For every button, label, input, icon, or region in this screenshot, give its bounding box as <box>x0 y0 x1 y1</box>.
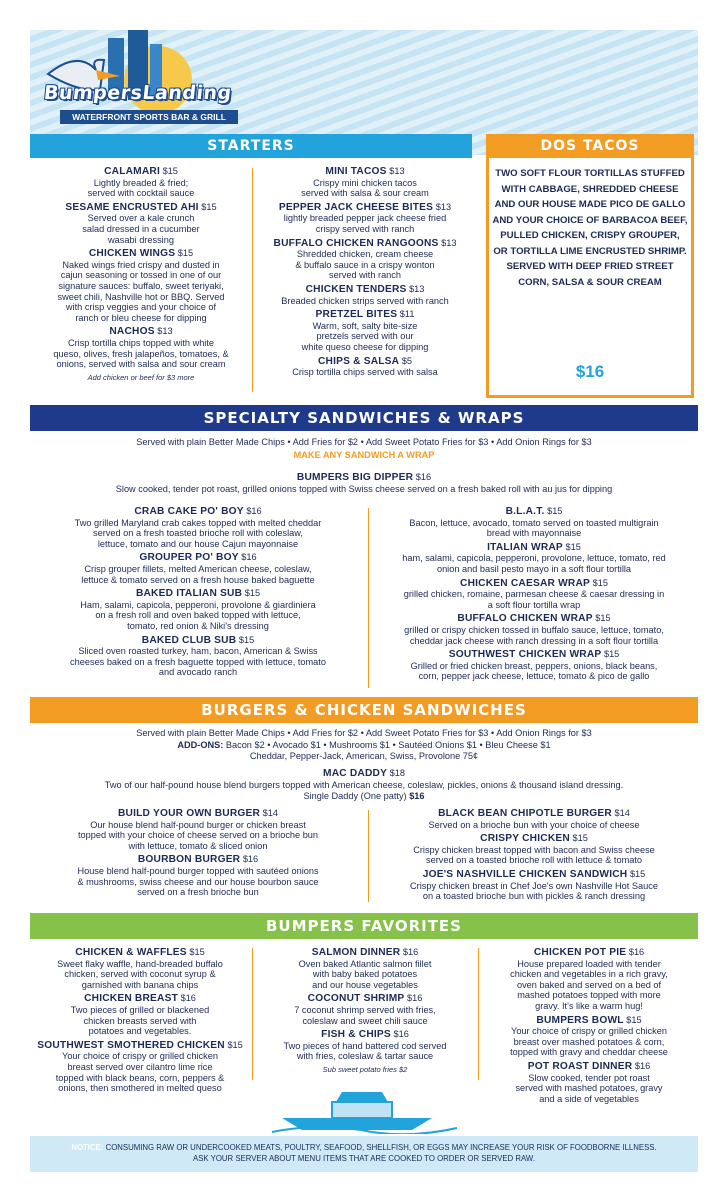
item-description: Crispy mini chicken tacos served with salsa & sour cream <box>301 177 429 199</box>
menu-item <box>370 613 698 646</box>
item-name: POT ROAST DINNER <box>527 1060 633 1072</box>
item-price: $15 <box>244 588 261 599</box>
menu-item <box>370 506 698 539</box>
addons-cheeses: Cheddar, Pepper-Jack, American, Swiss, Provolone 75¢ <box>249 750 479 761</box>
item-description: Sweet flaky waffle, hand-breaded buffalo chicken, served with coconut syrup & garnished with banana chips <box>57 958 223 990</box>
featured-big-dipper <box>30 472 698 495</box>
item-price: $13 <box>441 237 457 248</box>
item-description: Crisp grouper fillets, melted American cheese, coleslaw, lettuce & tomato served on a fresh house baked baguette <box>81 563 315 585</box>
item-description: Two of our half-pound house blend burgers topped with American cheese, coleslaw, pickles, onions & thousand island dressing. <box>104 779 624 790</box>
item-price: $13 <box>409 283 425 294</box>
item-name: MAC DADDY <box>323 768 388 779</box>
item-description: Two pieces of grilled or blackened chicken breasts served with potatoes and vegetables. <box>70 1004 210 1037</box>
item-name: SOUTHWEST CHICKEN WRAP <box>448 649 602 661</box>
item-description: Two grilled Maryland crab cakes topped with melted cheddar served on a fresh toasted brioche roll with coleslaw, lettuce, tomato and our house Cajun mayonnaise <box>74 517 322 549</box>
item-price: $15 <box>595 613 611 624</box>
item-description: Bacon, lettuce, avocado, tomato served on toasted multigrain bread with mayonnaise <box>409 517 659 539</box>
menu-item <box>30 588 366 631</box>
section-title-starters: STARTERS <box>30 134 472 158</box>
item-description: Warm, soft, salty bite-size pretzels served with our white queso cheese for dipping <box>301 320 429 352</box>
item-name: GROUPER PO' BOY <box>139 552 239 564</box>
item-price: $16 <box>241 552 257 563</box>
item-description: Lightly breaded & fried; served with cocktail sauce <box>87 177 195 199</box>
item-description: Served over a kale crunch salad dressed in a cucumber wasabi dressing <box>82 213 200 245</box>
menu-item <box>32 166 250 199</box>
item-price: $15 <box>547 506 563 516</box>
item-name: PRETZEL BITES <box>315 309 398 321</box>
favorites-divider-1 <box>252 948 253 1080</box>
dos-tacos-description: TWO SOFT FLOUR TORTILLAS STUFFED WITH CABBAGE, SHREDDED CHEESE AND OUR HOUSE MADE PICO DE GALLO AND YOUR CHOICE OF BARBACOA BEEF, PULLED CHICKEN, CRISPY GROUPER, OR TORTILLA LIME ENCRUSTED SHRIMP. SERVED WITH DEEP FRIED STREET CORN, SALSA & SOUR CREAM <box>492 168 688 288</box>
section-title-burgers: BURGERS & CHICKEN SANDWICHES <box>30 697 698 723</box>
item-name: BUMPERS BOWL <box>536 1014 624 1026</box>
item-description: Your choice of crispy or grilled chicken breast served over cilantro lime rice topped with black beans, corn, peppers & onions, then smothered in melted queso <box>55 1051 225 1094</box>
brand-name: BumpersLanding <box>42 82 233 104</box>
item-name: FISH & CHIPS <box>321 1029 391 1041</box>
item-name: NACHOS <box>109 326 155 338</box>
sandwiches-left-column <box>30 506 366 681</box>
item-name: COCONUT SHRIMP <box>307 993 405 1005</box>
notice-line-2: ASK YOUR SERVER ABOUT MENU ITEMS THAT ARE COOKED TO ORDER OR SERVED RAW. <box>193 1154 535 1163</box>
item-price: $15 <box>177 248 194 259</box>
item-name: CHICKEN & WAFFLES <box>75 947 187 958</box>
item-price: $16 <box>634 1060 651 1071</box>
featured-mac-daddy <box>30 768 698 801</box>
item-price: $15 <box>603 649 620 660</box>
item-price: $15 <box>629 868 646 879</box>
item-price: $15 <box>572 833 588 844</box>
menu-item <box>370 808 698 830</box>
item-name: CRISPY CHICKEN <box>480 833 570 845</box>
favorites-column-3 <box>480 947 698 1107</box>
menu-item <box>30 854 366 897</box>
item-name: BUFFALO CHICKEN RANGOONS <box>273 237 439 249</box>
item-name: BAKED ITALIAN SUB <box>135 588 243 600</box>
notice-label: NOTICE: <box>71 1143 104 1152</box>
item-description: Oven baked Atlantic salmon fillet with baby baked potatoes and our house vegetables <box>298 958 432 990</box>
section-title-favorites: BUMPERS FAVORITES <box>30 913 698 939</box>
item-name: MINI TACOS <box>325 166 387 177</box>
menu-item <box>370 869 698 902</box>
section-title-dos-tacos: DOS TACOS <box>486 134 694 158</box>
menu-item <box>254 202 476 235</box>
item-price: $18 <box>389 768 405 778</box>
menu-item <box>30 506 366 549</box>
brand-tagline: WATERFRONT SPORTS BAR & GRILL <box>60 110 238 124</box>
favorites-column-2 <box>254 947 476 1076</box>
sandwiches-wrap-note: MAKE ANY SANDWICH A WRAP <box>293 450 435 460</box>
addons-list: Bacon $2 • Avocado $1 • Mushrooms $1 • Sautéed Onions $1 • Bleu Cheese $1 <box>225 740 551 750</box>
section-title-sandwiches: SPECIALTY SANDWICHES & WRAPS <box>30 405 698 431</box>
item-description: Ham, salami, capicola, pepperoni, provolone & giardiniera on a fresh roll and oven baked topped with lettuce, tomato, red onion & Niki's dressing <box>80 599 316 631</box>
item-price: $15 <box>189 947 205 957</box>
item-price: $16 <box>402 947 419 957</box>
item-description: Slow cooked, tender pot roast served with mashed potatoes, gravy and a side of vegetables <box>515 1072 663 1104</box>
item-description: Our house blend half-pound burger or chicken breast topped with your choice of cheese served on a brioche bun with lettuce, tomato & sliced onion <box>77 819 319 851</box>
single-daddy: Single Daddy (One patty) <box>303 790 407 801</box>
item-description: 7 coconut shrimp served with fries, coleslaw and sweet chili sauce <box>294 1004 436 1026</box>
menu-item <box>480 947 698 1012</box>
burgers-right-column <box>370 808 698 905</box>
item-description: Sliced oven roasted turkey, ham, bacon, American & Swiss cheeses baked on a fresh baguette topped with lettuce, tomato and avocado ranch <box>70 646 326 678</box>
item-description: Breaded chicken strips served with ranch <box>281 295 449 306</box>
item-price: $15 <box>592 577 608 588</box>
item-price: $16 <box>180 993 196 1004</box>
item-description: Shredded chicken, cream cheese & buffalo sauce in a crispy wonton served with ranch <box>295 249 435 281</box>
item-description: Crispy chicken breast topped with bacon and Swiss cheese served on a toasted brioche roll with lettuce & tomato <box>413 844 655 866</box>
item-description: Your choice of crispy or grilled chicken breast over mashed potatoes & corn, topped with gravy and cheddar cheese <box>510 1026 668 1058</box>
item-name: CHICKEN TENDERS <box>305 283 407 295</box>
item-description: Crisp tortilla chips topped with white queso, olives, fresh jalapeños, tomatoes, & onions, served with salsa and sour cream <box>53 337 229 370</box>
item-price: $13 <box>157 326 173 337</box>
menu-item <box>254 166 476 199</box>
item-name: SESAME ENCRUSTED AHI <box>65 201 199 213</box>
menu-item <box>370 542 698 575</box>
favorites-divider-2 <box>478 948 479 1080</box>
item-price: $11 <box>399 309 415 320</box>
item-name: CHICKEN BREAST <box>84 993 179 1005</box>
burgers-divider <box>368 810 369 902</box>
item-description: Slow cooked, tender pot roast, grilled onions topped with Swiss cheese served on a fresh baked roll with au jus for dipping <box>115 483 613 494</box>
item-name: B.L.A.T. <box>505 506 545 517</box>
item-name: CRAB CAKE PO' BOY <box>134 506 244 517</box>
starters-add-protein-note: Add chicken or beef for $3 more <box>87 372 195 382</box>
item-description: ham, salami, capicola, pepperoni, provolone, lettuce, tomato, red onion and basil pesto mayo in a soft flour tortilla <box>402 553 666 574</box>
item-price: $14 <box>262 808 278 818</box>
menu-item <box>254 309 476 352</box>
addons-label: ADD-ONS: <box>177 740 224 750</box>
item-name: BOURBON BURGER <box>137 854 241 866</box>
item-price: $16 <box>628 947 645 957</box>
item-description: Grilled or fried chicken breast, peppers, onions, black beans, corn, pepper jack cheese, lettuce, tomato & pico de gallo <box>410 660 658 682</box>
item-name: BLACK BEAN CHIPOTLE BURGER <box>438 808 612 819</box>
item-price: $15 <box>201 201 217 212</box>
menu-item <box>30 808 366 851</box>
boat-icon <box>262 1088 462 1134</box>
menu-item <box>370 578 698 611</box>
burgers-addons <box>30 740 698 762</box>
starters-right-column <box>254 166 476 381</box>
item-description: House blend half-pound burger topped with sautéed onions & mushrooms, swiss cheese and our house bourbon sauce served on a fresh brioche bun <box>77 865 319 898</box>
item-description: House prepared loaded with tender chicken and vegetables in a rich gravy, oven baked and served on a bed of mashed potatoes topped with more gravy. It's like a warm hug! <box>510 958 668 1011</box>
menu-item <box>30 552 366 585</box>
item-name: CHIPS & SALSA <box>317 355 400 367</box>
menu-item <box>254 993 476 1026</box>
sandwiches-served-with: Served with plain Better Made Chips • Add Fries for $2 • Add Sweet Potato Fries for $3 • Add Onion Rings for $3 <box>136 437 592 447</box>
item-price: $16 <box>246 506 262 516</box>
item-name: SOUTHWEST SMOTHERED CHICKEN <box>37 1039 225 1051</box>
single-daddy-price: $16 <box>409 790 425 801</box>
item-description: Two pieces of hand battered cod served with fries, coleslaw & tartar sauce <box>283 1040 447 1062</box>
starters-divider <box>252 168 253 392</box>
item-name: CALAMARI <box>104 166 161 177</box>
menu-item <box>370 649 698 682</box>
item-description: Crispy chicken breast in Chef Joe's own Nashville Hot Sauce on a toasted brioche bun with pickles & ranch dressing <box>410 880 658 902</box>
menu-item <box>30 947 250 990</box>
menu-item <box>254 1029 476 1062</box>
item-name: BUILD YOUR OWN BURGER <box>117 808 261 819</box>
item-name: CHICKEN CAESAR WRAP <box>460 577 591 589</box>
item-description: Naked wings fried crispy and dusted in cajun seasoning or tossed in one of our signature sauces: buffalo, sweet teriyaki, sweet chili, Nashville hot or BBQ. Served with crisp veggies and your choice of ranch or bleu cheese for dipping <box>57 259 225 323</box>
dos-tacos-price: $16 <box>575 362 605 381</box>
item-price: $15 <box>565 541 581 552</box>
menu-item <box>32 202 250 245</box>
item-price: $15 <box>162 166 178 176</box>
burgers-left-column <box>30 808 366 901</box>
item-name: PEPPER JACK CHEESE BITES <box>278 201 434 213</box>
menu-item <box>254 284 476 306</box>
item-price: $15 <box>238 634 255 645</box>
notice-line-1: CONSUMING RAW OR UNDERCOOKED MEATS, POULTRY, SEAFOOD, SHELLFISH, OR EGGS MAY INCREASE YOUR RISK OF FOODBORNE ILLNESS. <box>105 1143 657 1152</box>
menu-item <box>30 993 250 1036</box>
menu-item <box>480 1061 698 1104</box>
item-price: $16 <box>393 1029 409 1040</box>
item-price: $14 <box>614 808 630 818</box>
menu-item <box>254 356 476 378</box>
menu-item <box>30 1040 250 1094</box>
menu-item <box>254 238 476 281</box>
item-price: $16 <box>406 993 423 1004</box>
menu-item <box>370 833 698 866</box>
menu-item <box>32 326 250 369</box>
item-name: CHICKEN POT PIE <box>533 947 627 958</box>
item-price: $15 <box>626 1014 642 1025</box>
item-price: $5 <box>401 355 413 366</box>
item-name: SALMON DINNER <box>311 947 401 958</box>
starters-left-column <box>32 166 250 383</box>
item-name: ITALIAN WRAP <box>487 541 563 553</box>
item-name: BUMPERS BIG DIPPER <box>296 472 414 483</box>
foodborne-notice <box>30 1136 698 1172</box>
menu-item <box>32 248 250 323</box>
item-price: $13 <box>389 166 405 176</box>
burgers-served-with: Served with plain Better Made Chips • Add Fries for $2 • Add Sweet Potato Fries for $3 • Add Onion Rings for $3 <box>136 728 592 738</box>
favorites-sub-fries-note: Sub sweet potato fries $2 <box>322 1064 408 1074</box>
item-price: $13 <box>435 201 452 212</box>
item-description: Crisp tortilla chips served with salsa <box>292 367 438 378</box>
item-description: Served on a brioche bun with your choice of cheese <box>428 819 640 830</box>
favorites-column-1 <box>30 947 250 1097</box>
item-description: lightly breaded pepper jack cheese fried crispy served with ranch <box>283 213 447 234</box>
menu-item <box>30 635 366 678</box>
item-name: BAKED CLUB SUB <box>141 634 237 646</box>
sandwiches-right-column <box>370 506 698 685</box>
item-description: grilled or crispy chicken tossed in buffalo sauce, lettuce, tomato, cheddar jack cheese with ranch dressing in a soft flour tortilla <box>404 624 664 646</box>
item-price: $15 <box>227 1039 243 1050</box>
sandwiches-divider <box>368 508 369 688</box>
item-name: CHICKEN WINGS <box>88 248 176 260</box>
item-price: $16 <box>242 854 259 865</box>
item-name: BUFFALO CHICKEN WRAP <box>457 613 593 625</box>
item-description: grilled chicken, romaine, parmesan cheese & caesar dressing in a soft flour tortilla wrap <box>403 589 665 610</box>
menu-item <box>480 1015 698 1058</box>
item-price: $16 <box>415 472 432 482</box>
item-name: JOE'S NASHVILLE CHICKEN SANDWICH <box>422 868 628 880</box>
menu-item <box>254 947 476 990</box>
